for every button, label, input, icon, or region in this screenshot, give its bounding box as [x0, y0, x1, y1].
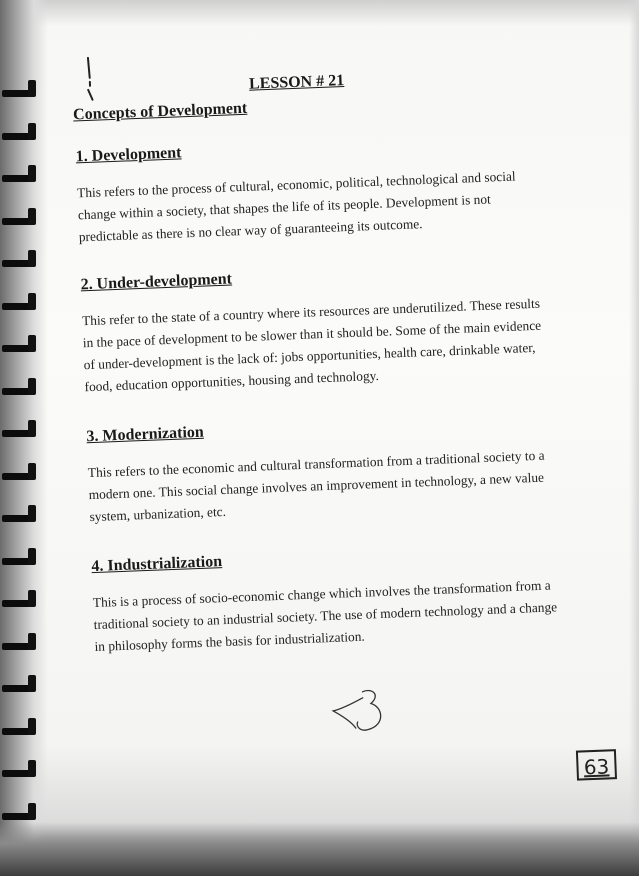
section-under-development [80, 258, 554, 398]
lesson-title: LESSON # 21 [248, 72, 345, 93]
section-title: 3. Modernization [86, 423, 205, 446]
section-body: This refers to the process of cultural, economic, political, technological and social change within a society, that shapes the life of its people. Development is not predictable as there is no clear way of guaranteeing its outcome. [76, 168, 516, 245]
section-body: This refers to the economic and cultural transformation from a traditional society to a modern one. This social change involves an improvement in technology, a new value system, urbanization, etc. [87, 447, 545, 525]
page-number-box [576, 749, 617, 781]
page-heading: Concepts of Development [72, 99, 248, 124]
section-title: 1. Development [75, 144, 182, 166]
section-industrialization [91, 540, 564, 658]
section-title: 2. Under-development [80, 270, 233, 294]
bottom-page-shadow [0, 822, 639, 876]
handwritten-scribble-icon [320, 685, 392, 738]
section-body: This refer to the state of a country where its resources are underutilized. These results in the pace of development to be slower than it should be. Some of the main evidence of under-development is the lack of: jobs opportunities, health care, drinkable water, food, education opportunities, housing and technology. [81, 295, 542, 395]
section-modernization [86, 410, 559, 528]
section-body: This is a process of socio-economic change which involves the transformation from a traditional society to an industrial society. The use of modern technology and a change in philosophy forms the basis for industrialization. [92, 577, 558, 655]
pen-mark-icon [82, 56, 98, 103]
section-development [75, 130, 548, 248]
section-title: 4. Industrialization [91, 553, 223, 576]
page-number: 63 [583, 754, 610, 780]
